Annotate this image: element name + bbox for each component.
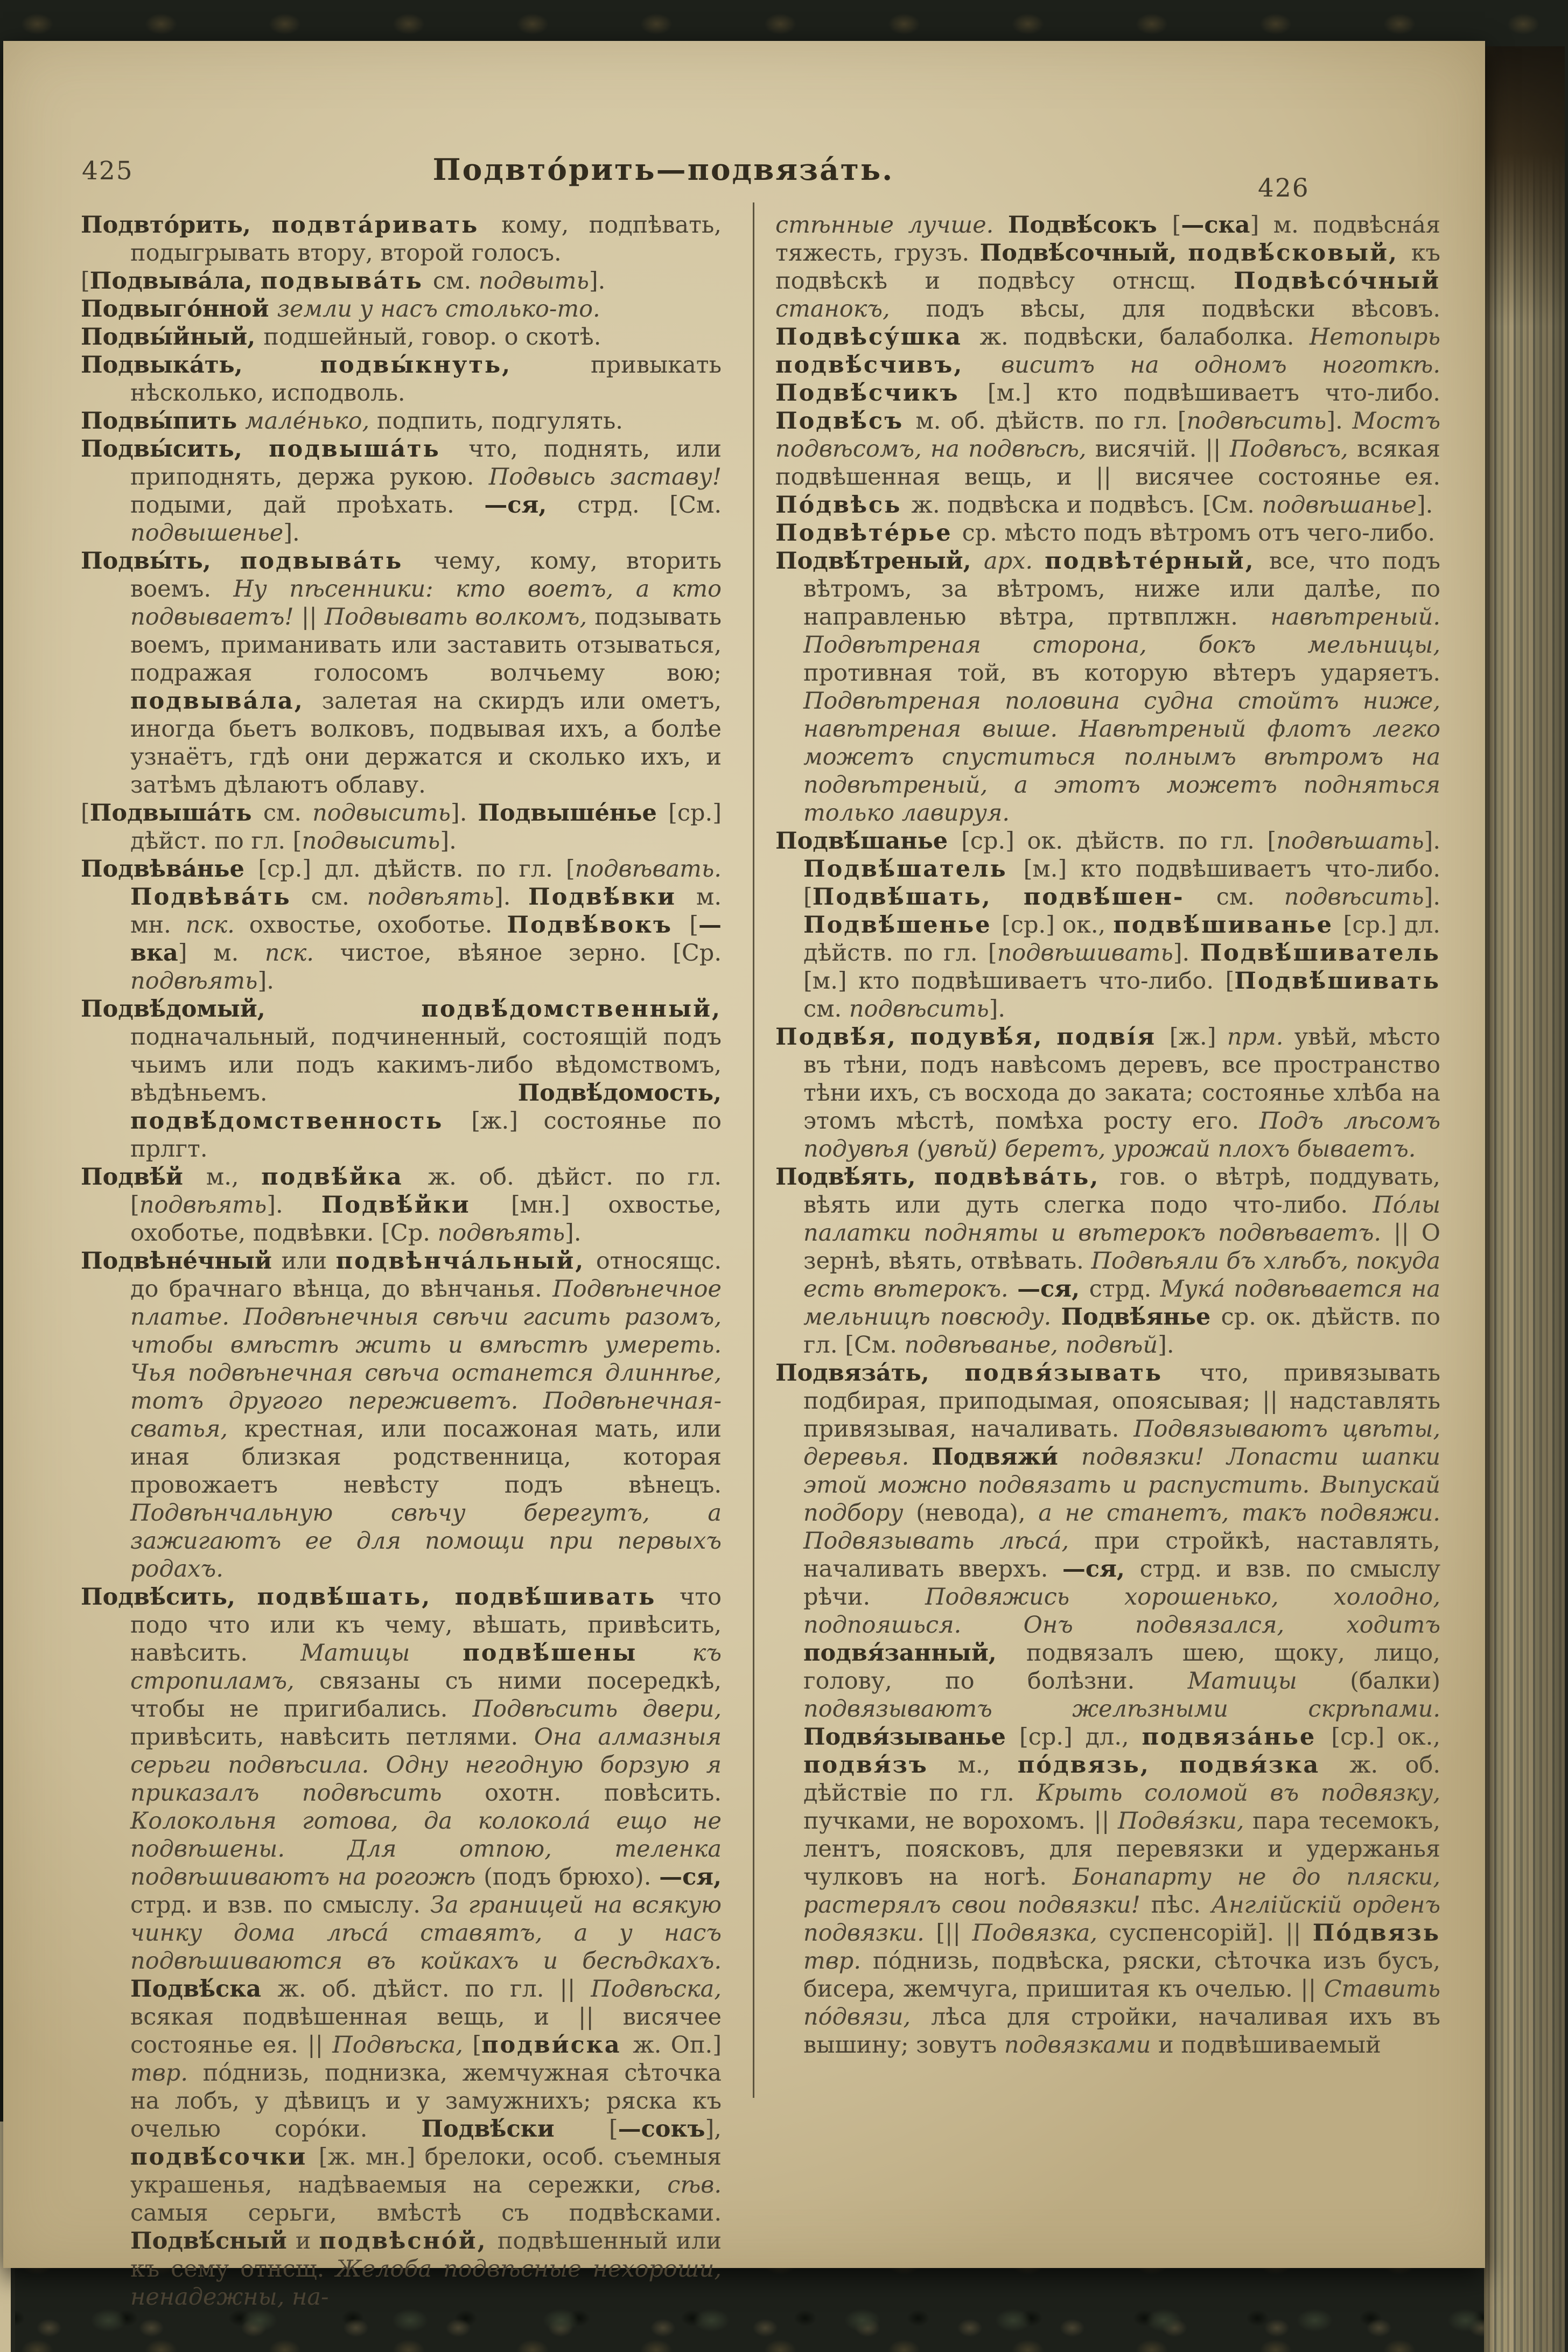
dictionary-entry: Подвы́ть, подвыва́ть чему, кому, вторить воемъ. Ну пѣсенники: кто воетъ, а кто подвываетъ! || Подвывать волкомъ, подзывать воемъ, приманивать или заставить отзываться, подражая голосомъ волчьему вою; подвыва́ла, залетая на скирдъ или ометъ, иногда бьетъ волковъ, подвывая ихъ, а болѣе узнаётъ, гдѣ они держатся и сколько ихъ, и затѣмъ дѣлаютъ облаву. xyxy=(81,548,722,799)
dictionary-entry: Подвѣ́й м., подвѣ́йка ж. об. дѣйст. по гл. [подвѣять]. Подвѣ́йки [мн.] охвостье, охоботье, подвѣвки. [Ср. подвѣять]. xyxy=(81,1164,722,1247)
dictionary-entry: [Подвыва́ла, подвыва́ть см. подвыть]. xyxy=(81,268,606,295)
dictionary-entry: Подвѣ́ять, подвѣва́ть, гов. о вѣтрѣ, поддувать, вѣять или дуть слегка подо что-либо. По́лы палатки подняты и вѣтерокъ подвѣваетъ. || О зернѣ, вѣять, отвѣвать. Подвѣяли бъ хлѣбъ, покуда есть вѣтерокъ. —ся, стрд. Мука́ подвѣвается на мельницѣ повсюду. Подвѣ́янье ср. ок. дѣйств. по гл. [См. подвѣванье, подвѣй]. xyxy=(775,1164,1440,1359)
dictionary-entry: Подвѣ́домый, подвѣ́домственный, подначальный, подчиненный, состоящій подъ чьимъ или подъ какимъ-либо вѣдомствомъ, вѣдѣньемъ. Подвѣ́домость, подвѣ́домственность [ж.] состоянье по прлгт. xyxy=(81,996,722,1163)
dictionary-entry: Подвѣ́треный, арх. подвѣте́рный, все, что подъ вѣтромъ, за вѣтромъ, ниже или далѣе, по направленью вѣтра, пртвплжн. навѣтреный. Подвѣтреная сторона, бокъ мельницы, противная той, въ которую вѣтеръ ударяетъ. Подвѣтреная половина судна стойтъ ниже, навѣтреная выше. Навѣтреный флотъ легко можетъ спуститься полнымъ вѣтромъ на подвѣтреный, а этотъ можетъ подняться только лавируя. xyxy=(775,548,1441,827)
book-fore-edge xyxy=(1484,46,1565,2352)
page-surface xyxy=(3,41,1485,2311)
left-column xyxy=(81,211,722,2311)
dictionary-entry: Подвыка́ть, подвы́кнуть, привыкать нѣсколько, исподволь. xyxy=(81,352,722,407)
dictionary-entry: Подвѣте́рье ср. мѣсто подъ вѣтромъ отъ чего-либо. xyxy=(775,520,1436,547)
page-number-left: 425 xyxy=(82,156,134,186)
dictionary-entry: Подвы́сить, подвыша́ть что, поднять, или приподнять, держа рукою. Подвысь заставу! подыми, дай проѣхать. —ся, стрд. [См. подвышенье]. xyxy=(81,436,722,547)
dictionary-entry: Подвѣне́чный или подвѣнча́льный, относящс. до брачнаго вѣнца, до вѣнчанья. Подвѣнечное платье. Подвѣнечныя свѣчи гасить разомъ, чтобы вмѣстѣ жить и вмѣстѣ умереть. Чья подвѣнечная свѣча останется длиннѣе, тотъ другого переживетъ. Подвѣнечная-сватья, крестная, или посажоная мать, или иная близкая родственница, которая провожаетъ невѣсту подъ вѣнецъ. Подвѣнчальную свѣчу берегутъ, а зажигаютъ ее для помощи при первыхъ родахъ. xyxy=(81,1248,722,1583)
dictionary-entry: Подвѣва́нье [ср.] дл. дѣйств. по гл. [подвѣвать. Подвѣва́ть см. подвѣять]. Подвѣ́вки м. мн. пск. охвостье, охоботье. Подвѣ́вокъ [—вка] м. пск. чистое, вѣяное зерно. [Ср. подвѣять]. xyxy=(81,856,722,995)
dictionary-entry: Подвыго́нной земли у насъ столько-то. xyxy=(81,296,600,323)
page-number-right: 426 xyxy=(1258,173,1310,203)
dictionary-entry: Подвы́пить мале́нько, подпить, подгулять. xyxy=(81,408,623,435)
dictionary-entry: Подвяза́ть, подвя́зывать что, привязывать подбирая, приподымая, опоясывая; || надставлять привязывая, началивать. Подвязываютъ цвѣты, деревья. Подвяжи́ подвязки! Лопасти шапки этой можно подвязать и распустить. Выпускай подбору (невода), а не станетъ, такъ подвяжи. Подвязывать лѣса́, при стройкѣ, наставлять, началивать вверхъ. —ся, стрд. и взв. по смыслу рѣчи. Подвяжись хорошенько, холодно, подпояшься. Онъ подвязался, ходитъ подвя́занный, подвязалъ шею, щоку, лицо, голову, по болѣзни. Матицы (балки) подвязываютъ желѣзными скрѣпами. Подвя́зыванье [ср.] дл., подвяза́нье [ср.] ок., подвя́зъ м., по́двязь, подвя́зка ж. об. дѣйствіе по гл. Крыть соломой въ подвязку, пучками, не ворохомъ. || Подвя́зки, пара тесемокъ, лентъ, поясковъ, для перевязки и удержанья чулковъ на ногѣ. Бонапарту не до пляски, растерялъ свои подвязки! пѣс. Англійскій орденъ подвязки. [|| Подвязка, суспенсорій]. || По́двязь твр. по́днизь, подвѣска, ряски, сѣточка изъ бусъ, бисера, жемчуга, пришитая къ очелью. || Ставить по́двязи, лѣса для стройки, началивая ихъ въ вышину; зовутъ подвязками и подвѣшиваемый xyxy=(775,1360,1441,2059)
dictionary-entry: стѣнные лучше. Подвѣ́сокъ [—ска] м. подвѣсна́я тяжесть, грузъ. Подвѣ́сочный, подвѣ́сковый, къ подвѣскѣ и подвѣсу отнсщ. Подвѣсо́чный станокъ, подъ вѣсы, для подвѣски вѣсовъ. Подвѣсу́шка ж. подвѣски, балаболка. Нетопырь подвѣ́счивъ, виситъ на одномъ ноготкѣ. Подвѣ́счикъ [м.] кто подвѣшиваетъ что-либо. Подвѣ́съ м. об. дѣйств. по гл. [подвѣсить]. Мостъ подвѣсомъ, на подвѣсѣ, висячій. || Подвѣсъ, всякая подвѣшенная вещь, и || висячее состоянье ея. По́двѣсь ж. подвѣска и подвѣсъ. [См. подвѣшанье]. xyxy=(775,212,1441,519)
running-head: Подвто́рить—подвяза́ть. xyxy=(432,152,894,187)
dictionary-entry: Подвѣ́сить, подвѣ́шать, подвѣ́шивать что подо что или къ чему, вѣшать, привѣсить, навѣсить. Матицы подвѣ́шены къ стропиламъ, связаны съ ними посередкѣ, чтобы не пригибались. Подвѣсить двери, привѣсить, навѣсить петлями. Она алмазныя серьги подвѣсила. Одну негодную борзую я приказалъ подвѣсить охотн. повѣсить. Колокольня готова, да колокола́ ещо не подвѣшены. Для отпою, теленка подвѣшиваютъ на рогожѣ (подъ брюхо). —ся, стрд. и взв. по смыслу. За границей на всякую чинку дома лѣса́ ставятъ, а у насъ подвѣшиваются въ койкахъ и бесѣдкахъ. Подвѣ́ска ж. об. дѣйст. по гл. || Подвѣска, всякая подвѣшенная вещь, и || висячее состоянье ея. || Подвѣска, [подви́ска ж. Оп.] твр. по́днизь, поднизка, жемчужная сѣточка на лобъ, у дѣвицъ и у замужнихъ; ряска къ очелью соро́ки. Подвѣ́ски [—сокъ], подвѣ́сочки [ж. мн.] брелоки, особ. съемныя украшенья, надѣваемыя на сережки, сѣв. самыя серьги, вмѣстѣ съ подвѣсками. Подвѣ́сный и подвѣсно́й, подвѣшенный или къ сему отнсщ. Желоба подвѣсные нехороши, ненадежны, на- xyxy=(81,1584,722,2311)
dictionary-entry: Подвто́рить, подвта́ривать кому, подпѣвать, подыгрывать втору, второй голосъ. xyxy=(81,212,722,267)
dictionary-entry: Подвѣ́я, подувѣ́я, подві́я [ж.] прм. увѣй, мѣсто въ тѣни, подъ навѣсомъ деревъ, все пространство тѣни ихъ, съ восхода до заката; состоянье хлѣба на этомъ мѣстѣ, помѣха росту его. Подъ лѣсомъ подувѣя (увѣй) беретъ, урожай плохъ бываетъ. xyxy=(775,1024,1440,1163)
dictionary-entry: Подвы́йный, подшейный, говор. о скотѣ. xyxy=(81,324,601,351)
dictionary-entry: [Подвыша́ть см. подвысить]. Подвыше́нье [ср.] дѣйст. по гл. [подвысить]. xyxy=(81,800,722,855)
right-column xyxy=(775,211,1440,2059)
column-divider xyxy=(753,202,754,2098)
dictionary-entry: Подвѣ́шанье [ср.] ок. дѣйств. по гл. [подвѣшать]. Подвѣ́шатель [м.] кто подвѣшиваетъ что-либо. [Подвѣ́шать, подвѣ́шен- см. подвѣсить]. Подвѣ́шенье [ср.] ок., подвѣ́шиванье [ср.] дл. дѣйств. по гл. [подвѣшивать]. Подвѣ́шиватель [м.] кто подвѣшиваетъ что-либо. [Подвѣ́шивать см. подвѣсить]. xyxy=(775,828,1440,1023)
